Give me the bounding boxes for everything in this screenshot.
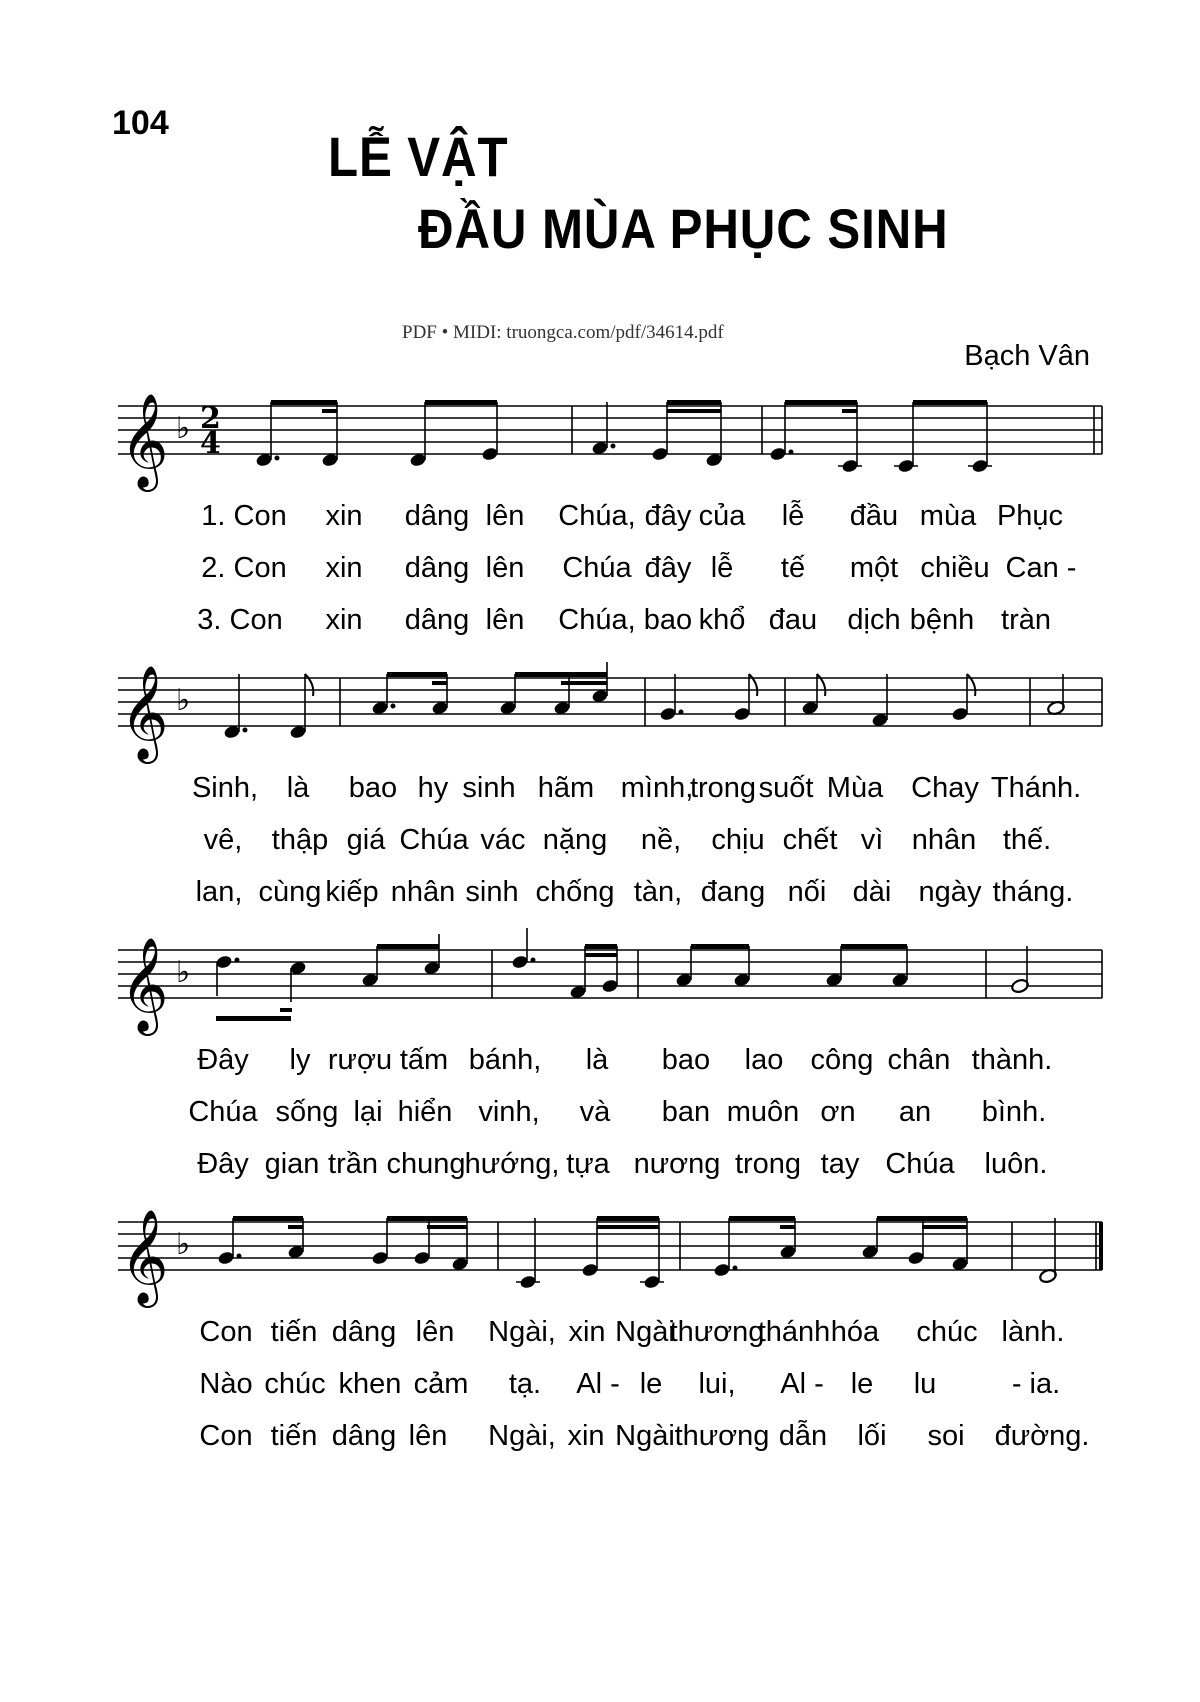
lyric-syllable: tiến — [270, 1420, 318, 1452]
dot — [531, 958, 536, 963]
staff-system-2 — [0, 664, 1200, 774]
lyric-syllable: lui, — [698, 1368, 736, 1400]
beam — [425, 400, 497, 405]
lyric-syllable: chân — [887, 1044, 951, 1076]
lyric-syllable: lu — [913, 1368, 937, 1400]
lyric-syllable: soi — [927, 1420, 965, 1452]
lyric-syllable: đường. — [994, 1420, 1090, 1452]
lyric-syllable: của — [698, 500, 746, 532]
lyric-syllable: an — [898, 1096, 932, 1128]
lyric-syllable: ơn — [820, 1096, 856, 1128]
lyric-syllable: Chúa — [188, 1096, 258, 1128]
lyric-syllable: rượu — [327, 1044, 393, 1076]
lyric-syllable: tay — [820, 1148, 860, 1180]
beam — [515, 672, 607, 677]
beam-secondary — [597, 1225, 659, 1229]
lyric-syllable: khổ — [698, 604, 746, 636]
lyric-syllable: Đây — [197, 1044, 249, 1076]
lyrics-system-4-verse-2 — [0, 1368, 1200, 1404]
beam-secondary — [780, 1225, 795, 1229]
lyric-syllable: 2. Con — [201, 552, 287, 584]
lyric-syllable: dâng — [404, 500, 470, 532]
lyric-syllable: lành. — [1001, 1316, 1065, 1348]
lyric-syllable: hy — [417, 772, 449, 804]
lyric-syllable: một — [849, 552, 899, 584]
staff-system-4 — [0, 1208, 1200, 1318]
lyric-syllable: tấm — [399, 1044, 449, 1076]
song-title-line-1: LỄ VẬT — [328, 125, 509, 188]
beam — [387, 672, 447, 677]
lyric-syllable: Al - — [576, 1368, 620, 1400]
lyric-syllable: nề, — [640, 824, 682, 856]
lyric-syllable: luôn. — [984, 1148, 1048, 1180]
lyric-syllable: dài — [852, 876, 892, 908]
beam-secondary — [585, 953, 617, 957]
lyric-syllable: bao — [348, 772, 398, 804]
lyric-syllable: thánh — [757, 1316, 831, 1348]
lyric-syllable: chống — [535, 876, 615, 908]
lyric-syllable: dâng — [331, 1420, 397, 1452]
flat-icon: ♭ — [176, 411, 191, 446]
lyric-syllable: tháng. — [992, 876, 1074, 908]
final-bar-line-thick — [1099, 1222, 1103, 1270]
lyric-syllable: Đây — [197, 1148, 249, 1180]
beam — [691, 944, 749, 949]
lyric-syllable: Ngài, — [488, 1420, 556, 1452]
flat-icon: ♭ — [176, 955, 191, 990]
lyric-syllable: cùng — [258, 876, 322, 908]
lyric-syllable: sống — [275, 1096, 339, 1128]
lyric-syllable: là — [286, 772, 310, 804]
lyric-syllable: thành. — [971, 1044, 1053, 1076]
lyric-syllable: ban — [661, 1096, 711, 1128]
beam-secondary — [842, 409, 857, 413]
lyric-syllable: Con — [199, 1420, 253, 1452]
lyric-syllable: bánh, — [468, 1044, 542, 1076]
lyric-syllable: kiếp — [325, 876, 379, 908]
lyric-syllable: hiển — [397, 1096, 453, 1128]
lyric-syllable: lên — [415, 1316, 455, 1348]
lyrics-system-4-verse-1 — [0, 1316, 1200, 1352]
lyric-syllable: Ngài — [615, 1420, 675, 1452]
lyric-syllable: lao — [744, 1044, 784, 1076]
dot — [275, 456, 280, 461]
lyric-syllable: đang — [700, 876, 766, 908]
lyric-syllable: vê, — [203, 824, 243, 856]
lyric-syllable: thế. — [1002, 824, 1052, 856]
beam — [841, 944, 907, 949]
dot — [391, 704, 396, 709]
lyric-syllable: sinh — [465, 876, 519, 908]
beam-secondary — [288, 1225, 303, 1229]
lyric-syllable: nương — [633, 1148, 721, 1180]
beam — [729, 1216, 795, 1221]
beam — [216, 1016, 291, 1021]
beam — [271, 400, 337, 405]
lyrics-system-3-verse-2 — [0, 1096, 1200, 1132]
flat-icon: ♭ — [176, 1227, 191, 1262]
lyric-syllable: tạ. — [508, 1368, 542, 1400]
treble-clef-icon: 𝄞 — [120, 393, 169, 488]
lyric-syllable: tràn — [1001, 604, 1051, 636]
dot — [679, 710, 684, 715]
lyric-syllable: bình. — [981, 1096, 1047, 1128]
dot — [789, 450, 794, 455]
lyric-syllable: Can - — [1005, 552, 1077, 584]
lyric-syllable: trong — [734, 1148, 802, 1180]
song-title-line-2: ĐẦU MÙA PHỤC SINH — [418, 197, 949, 260]
lyric-syllable: nhân — [911, 824, 977, 856]
lyric-syllable: Thánh. — [990, 772, 1082, 804]
lyric-syllable: giá — [346, 824, 386, 856]
lyric-syllable: thập — [271, 824, 329, 856]
lyric-syllable: dẫn — [778, 1420, 828, 1452]
lyric-syllable: Nào — [199, 1368, 253, 1400]
lyric-syllable: trần — [328, 1148, 378, 1180]
lyric-syllable: tiến — [270, 1316, 318, 1348]
lyric-syllable: chung — [386, 1148, 466, 1180]
lyric-syllable: tàn, — [633, 876, 683, 908]
lyric-syllable: tế — [780, 552, 806, 584]
staff-system-3 — [0, 936, 1200, 1046]
lyrics-system-3-verse-3 — [0, 1148, 1200, 1184]
beam-secondary — [561, 681, 607, 685]
lyric-syllable: bao — [661, 1044, 711, 1076]
lyric-syllable: ngày — [918, 876, 982, 908]
lyric-syllable: hóa — [830, 1316, 880, 1348]
beam — [667, 400, 721, 405]
lyrics-system-2-verse-3 — [0, 876, 1200, 912]
lyric-syllable: chúc — [916, 1316, 978, 1348]
lyric-syllable: là — [585, 1044, 609, 1076]
lyric-syllable: vác — [480, 824, 526, 856]
page-number: 104 — [112, 104, 169, 142]
lyric-syllable: Chúa, — [558, 604, 636, 636]
lyric-syllable: đây — [644, 500, 692, 532]
lyric-syllable: đây — [644, 552, 692, 584]
lyric-syllable: lên — [485, 604, 525, 636]
beam-secondary — [432, 681, 447, 685]
lyric-syllable: nặng — [542, 824, 608, 856]
dot — [243, 728, 248, 733]
lyric-syllable: và — [579, 1096, 611, 1128]
lyric-syllable: lan, — [195, 876, 243, 908]
lyric-syllable: Chúa — [562, 552, 632, 584]
composer: Bạch Vân — [964, 340, 1090, 372]
lyric-syllable: tựa — [566, 1148, 610, 1180]
beam — [785, 400, 857, 405]
lyrics-system-3-verse-1 — [0, 1044, 1200, 1080]
lyric-syllable: trong — [689, 772, 757, 804]
lyric-syllable: bao — [643, 604, 693, 636]
beam — [387, 1216, 467, 1221]
lyric-syllable: bệnh — [909, 604, 975, 636]
treble-clef-icon: 𝄞 — [120, 937, 169, 1032]
lyric-syllable: 1. Con — [201, 500, 287, 532]
lyric-syllable: lại — [353, 1096, 383, 1128]
lyrics-system-1-verse-3 — [0, 604, 1200, 640]
lyric-syllable: công — [810, 1044, 874, 1076]
lyrics-system-1-verse-1 — [0, 500, 1200, 536]
lyric-syllable: khen — [338, 1368, 402, 1400]
lyric-syllable: lễ — [781, 500, 805, 532]
lyric-syllable: chịu — [711, 824, 765, 856]
lyric-syllable: mùa — [919, 500, 977, 532]
lyrics-system-4-verse-3 — [0, 1420, 1200, 1456]
source-link[interactable]: PDF • MIDI: truongca.com/pdf/34614.pdf — [402, 322, 724, 343]
dot — [237, 1254, 242, 1259]
beam-secondary — [280, 1008, 292, 1012]
lyric-syllable: xin — [325, 552, 363, 584]
lyric-syllable: Chay — [911, 772, 979, 804]
lyric-syllable: Sinh, — [191, 772, 259, 804]
beam — [877, 1216, 967, 1221]
lyric-syllable: Chúa — [399, 824, 469, 856]
lyric-syllable: - ia. — [1011, 1368, 1061, 1400]
lyric-syllable: cảm — [413, 1368, 469, 1400]
staff-system-1 — [0, 392, 1200, 502]
lyric-syllable: nhân — [390, 876, 456, 908]
lyric-syllable: gian — [264, 1148, 320, 1180]
lyrics-system-2-verse-2 — [0, 824, 1200, 860]
lyric-syllable: lên — [485, 552, 525, 584]
lyric-syllable: suốt — [758, 772, 814, 804]
lyric-syllable: Al - — [780, 1368, 824, 1400]
dot — [733, 1266, 738, 1271]
lyric-syllable: Phục — [996, 500, 1064, 532]
lyric-syllable: le — [639, 1368, 663, 1400]
lyric-syllable: đau — [768, 604, 818, 636]
time-signature-top: 2 — [200, 401, 221, 436]
beam-secondary — [427, 1225, 467, 1229]
lyric-syllable: thương — [674, 1420, 770, 1452]
beam-secondary — [322, 409, 337, 413]
lyric-syllable: ly — [289, 1044, 311, 1076]
time-signature-bottom: 4 — [200, 426, 221, 461]
dot — [235, 958, 240, 963]
dot — [611, 444, 616, 449]
lyric-syllable: xin — [567, 1420, 605, 1452]
lyric-syllable: le — [850, 1368, 874, 1400]
lyric-syllable: Chúa — [885, 1148, 955, 1180]
lyric-syllable: đầu — [849, 500, 899, 532]
flat-icon: ♭ — [176, 683, 191, 718]
lyric-syllable: Ngài, — [488, 1316, 556, 1348]
lyric-syllable: chết — [782, 824, 838, 856]
lyric-syllable: dâng — [331, 1316, 397, 1348]
lyric-syllable: chiều — [920, 552, 990, 584]
treble-clef-icon: 𝄞 — [120, 665, 169, 760]
lyric-syllable: dâng — [404, 604, 470, 636]
lyric-syllable: hãm — [537, 772, 595, 804]
lyrics-system-2-verse-1 — [0, 772, 1200, 808]
lyric-syllable: dịch — [847, 604, 901, 636]
beam-secondary — [922, 1225, 967, 1229]
lyric-syllable: mình, — [620, 772, 694, 804]
beam — [377, 944, 439, 949]
lyric-syllable: lối — [857, 1420, 887, 1452]
beam — [597, 1216, 659, 1221]
lyric-syllable: nối — [787, 876, 827, 908]
beam — [233, 1216, 303, 1221]
beam-secondary — [667, 409, 721, 413]
lyric-syllable: lên — [485, 500, 525, 532]
lyric-syllable: hướng, — [464, 1148, 560, 1180]
lyrics-system-1-verse-2 — [0, 552, 1200, 588]
lyric-syllable: Chúa, — [558, 500, 636, 532]
lyric-syllable: chúc — [264, 1368, 326, 1400]
lyric-syllable: thương — [669, 1316, 765, 1348]
lyric-syllable: lễ — [710, 552, 734, 584]
lyric-syllable: Con — [199, 1316, 253, 1348]
lyric-syllable: vinh, — [478, 1096, 540, 1128]
lyric-syllable: dâng — [404, 552, 470, 584]
lyric-syllable: xin — [325, 500, 363, 532]
lyric-syllable: xin — [568, 1316, 606, 1348]
lyric-syllable: vì — [860, 824, 884, 856]
beam — [585, 944, 617, 949]
lyric-syllable: sinh — [462, 772, 516, 804]
lyric-syllable: xin — [325, 604, 363, 636]
lyric-syllable: lên — [408, 1420, 448, 1452]
treble-clef-icon: 𝄞 — [120, 1209, 169, 1304]
lyric-syllable: Mùa — [826, 772, 884, 804]
lyric-syllable: Ngài — [615, 1316, 675, 1348]
beam — [913, 400, 987, 405]
lyric-syllable: muôn — [726, 1096, 800, 1128]
lyric-syllable: 3. Con — [197, 604, 283, 636]
